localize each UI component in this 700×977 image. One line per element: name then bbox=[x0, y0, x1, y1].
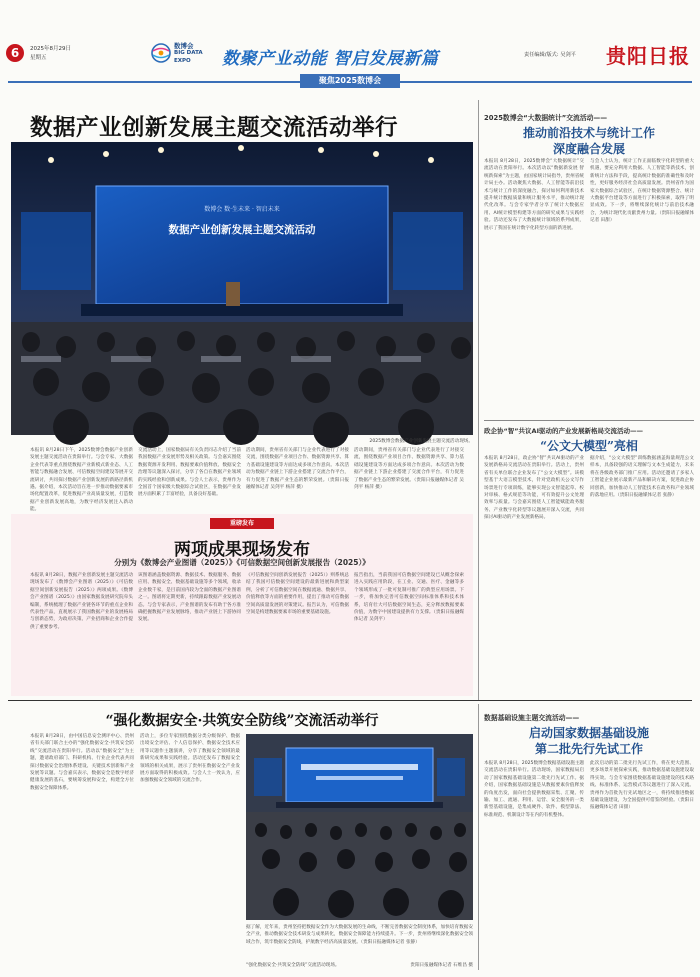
security-headline: “强化数据安全·共筑安全防线”交流活动举行 bbox=[105, 713, 379, 729]
security-body-col1: 本报讯 8月28日，由中国信息安全测评中心、贵州省有关部门联合主办的“强化数据安全·共筑安全防线”交流活动在贵阳举行。活动以“数据安全”为主题，邀请政府部门、科研机构、行业企业代表共同探讨数据安全治理体系建设、关键技术创新和产业发展等议题。与会嘉宾表示，数据安全是数字经济健康发展的基石，要统筹发展和安全，构建全方位数据安全保障体系。 bbox=[30, 734, 134, 791]
lead-photo bbox=[11, 142, 473, 435]
editor-credit: 责任编辑/版式: 吴剑平 bbox=[524, 52, 576, 58]
model-kicker: 政企协“智”共议AI驱动的产业发展新格局交流活动—— bbox=[484, 427, 643, 435]
tools-headline-1: 推动前沿技术与统计工作 bbox=[522, 126, 655, 140]
mid-rule bbox=[8, 700, 692, 701]
page-header bbox=[0, 0, 700, 90]
results-headline: 两项成果现场发布 bbox=[174, 540, 310, 560]
launch-body-col2: 此次启动的第二批先行先试工作，将在更大范围、更多场景开展探索实践，推动数据基础设施建设取得实效。与会专家围绕数据基础设施建设的技术路线、标准体系、运营模式等议题进行了深入交流。贵州作为首批先行先试地区之一，将持续推进数据基础设施建设，为全国提供可借鉴的经验。（贵阳日报融媒体记者 田甜） bbox=[590, 761, 694, 811]
expo-logo bbox=[150, 40, 220, 70]
results-body-col4: 报告指出，当前我国可信数据空间建设已从概念探索进入实践应用阶段，在工业、交通、医疗、金融等多个领域形成了一批可复制可推广的典型应用场景。下一步，将加快完善可信数据空间标准体系和技术体系，培育壮大可信数据空间生态，充分释放数据要素价值，为数字中国建设提供有力支撑。（贵阳日报融媒体记者 吴剑平） bbox=[354, 573, 464, 623]
results-body-col3: 《可信数据空间创新发展报告（2025）》则系统总结了我国可信数据空间建设的最新进展和典型案例，分析了可信数据空间在数据流通、数据共享、价值释放等方面的重要作用，提出了推动可信数据空间高质量发展的对策建议。报告认为，可信数据空间是构建数据要素市场的重要基础设施。 bbox=[246, 573, 349, 616]
launch-body-col1: 本报讯 8月28日，2025数博会数据基础设施主题交流活动在贵阳举行。活动现场，国家数据局启动了国家数据基础设施第二批先行先试工作。据介绍，国家数据基础设施是从数据要素价值释放的角度出发，面向社会提供数据采集、汇聚、传输、加工、流通、利用、运营、安全服务的一类新型基础设施，是集成硬件、软件、模型算法、标准规范、机制设计等在内的有机整体。 bbox=[484, 761, 585, 818]
results-body-col1: 本报讯 8月28日，数据产业创新发展主题交流活动现场发布了《数博会产业图谱（2025）》《可信数据空间创新发展报告（2025）》两项成果。《数博会产业图谱（2025）》由国家数据发展研究院牵头编制，系统梳理了数据产业链各环节的重点企业和代表性产品，直观展示了我国数据产业的发展格局与创新态势，为政府决策、产业招商和企业合作提供了重要参考。 bbox=[30, 573, 133, 630]
security-photo-credit: 贵阳日报融媒体记者 石维昌 摄 bbox=[410, 963, 473, 968]
tools-kicker: 2025数博会“大数据统计”交流活动—— bbox=[484, 114, 608, 122]
model-headline: “公文大模型”亮相 bbox=[540, 439, 638, 453]
header-slogan: 数聚产业动能 智启发展新篇 bbox=[222, 49, 439, 69]
results-tag bbox=[210, 518, 274, 529]
lead-body-col1: 本报讯 8月28日下午，2025数博会数据产业创新发展主题交流活动在贵阳举行。与会专家、大数据企业代表等重点围绕数据产业新模式新业态、人工智能与数据融合发展、可信数据空间建设等展开交流研讨，共同探讨数据产业创新发展的新路径新机遇。据介绍，本次活动旨在进一步推动数据要素市场化配置改革，促进数据产业高质量发展，打造数据产业创新发展高地，为数字经济发展注入新动能。 bbox=[30, 448, 133, 513]
lead-photo-scene bbox=[11, 142, 473, 435]
globe-icon bbox=[150, 42, 172, 64]
issue-weekday: 星期五 bbox=[30, 55, 47, 61]
results-body-col2: 该图谱涵盖数据资源、数据技术、数据服务、数据应用、数据安全、数据基础设施等多个领域，收录企业数千家，是目前国内较为全面的数据产业图谱之一。图谱将定期更新，持续跟踪数据产业发展动态。与会专家表示，产业图谱的发布有助于各方准确把握数据产业发展脉络，推动产业链上下游协同发展。 bbox=[138, 573, 241, 623]
lead-body-col3: 活动期间，贵州省有关部门与企业代表进行了对接交流，围绕数据产业项目合作、数据资源共享、算力基础设施建设等方面达成多项合作意向。本次活动为数据产业链上下游企业搭建了交流合作平台，有力促进了数据产业生态的繁荣发展。（贵阳日报融媒体记者 吴剑平 杨萍 摄） bbox=[246, 448, 349, 491]
expo-logo-en2: EXPO bbox=[174, 58, 191, 64]
model-body-col2: 据介绍，“公文大模型”训练数据涵盖海量规范公文样本，具备较强的语义理解与文本生成能力，未来将在各级政务部门推广应用。活动还邀请了多家人工智能企业展示最新产品和解决方案，促进政企协同创新，加快推动人工智能技术在政务和产业领域的落地应用。（贵阳日报融媒体记者 张静） bbox=[590, 456, 694, 499]
security-photo bbox=[246, 734, 473, 920]
model-body-col1: 本报讯 8月28日，政企协“智”共议AI驱动的产业发展新格局交流活动在贵阳举行。活动上，贵州省有关单位联合企业发布了“公文大模型”。该模型基于大语言模型技术，针对党政机关公文写作场景进行专项训练，能够实现公文智能起草、校对审核、格式规范等功能，可有效提升公文处理效率与质量。与会嘉宾围绕人工智能赋能政务服务、产业数字化转型等议题展开深入交流，共同探讨AI驱动的产业发展新格局。 bbox=[484, 456, 584, 521]
lead-photo-caption: 2025数博会数据产业创新发展主题交流活动现场。 bbox=[369, 439, 473, 444]
stage-screen-title: 数据产业创新发展主题交流活动 bbox=[168, 224, 316, 236]
results-subheadline: 分别为《数博会产业图谱（2025）》《可信数据空间创新发展报告（2025）》 bbox=[114, 558, 370, 567]
column-divider bbox=[478, 100, 479, 700]
tools-headline-2: 深度融合发展 bbox=[552, 142, 625, 156]
launch-kicker: 数据基础设施主题交流活动—— bbox=[484, 714, 580, 722]
stage-screen-kicker: 数博会 数·生未来 · 智启未来 bbox=[204, 206, 280, 213]
launch-headline-2: 第二批先行先试工作 bbox=[534, 742, 643, 756]
security-photo-scene bbox=[246, 734, 473, 920]
tools-body-col2: 与会人士认为，统计工作正面临数字化转型的重大机遇，要充分利用大数据、人工智能等新技术，创新统计方法和手段，提高统计数据的准确性和及时性，更好服务经济社会高质量发展。贵州省作为国家大数据综合试验区，在统计数据资源整合、统计大数据平台建设等方面进行了积极探索，取得了明显成效。下一步，将继续深化统计与前沿技术融合，为统计现代化贡献贵州力量。（贵阳日报融媒体记者 田甜） bbox=[590, 159, 694, 224]
security-photo-caption: “强化数据安全·共筑安全防线”交流活动现场。 bbox=[246, 963, 340, 968]
expo-logo-cn: 数博会 bbox=[174, 42, 194, 50]
results-tag-text: 重磅发布 bbox=[229, 520, 254, 527]
page-number: 6 bbox=[10, 46, 20, 60]
launch-headline-1: 启动国家数据基础设施 bbox=[528, 726, 649, 740]
section-tag bbox=[300, 74, 400, 88]
paper-masthead: 贵阳日报 bbox=[606, 44, 690, 68]
bottom-column-divider bbox=[478, 704, 479, 970]
lead-body-col4: 活动期间，贵州省有关部门与企业代表进行了对接交流，围绕数据产业项目合作、数据资源共享、算力基础设施建设等方面达成多项合作意向。本次活动为数据产业链上下游企业搭建了交流合作平台，有力促进了数据产业生态的繁荣发展。（贵阳日报融媒体记者 吴剑平 杨萍 摄） bbox=[354, 448, 464, 491]
security-body-col3: 据了解，近年来，贵州坚持把数据安全作为大数据发展的生命线，不断完善数据安全制度体系，加快培育数据安全产业，推动数据安全技术研发与成果转化，数据安全保障能力持续提升。下一步，贵州将继续深化数据安全领域合作，筑牢数据安全防线，护航数字经济高质量发展。（贵阳日报融媒体记者 张静） bbox=[246, 925, 473, 945]
lead-headline: 数据产业创新发展主题交流活动举行 bbox=[30, 115, 399, 141]
tools-rule bbox=[484, 420, 694, 421]
lead-body-col2: 交流活动上，国家数据局有关负责同志介绍了当前我国数据产业发展形势及相关政策。与会嘉宾围绕数据资源开发利用、数据要素价值释放、数据安全治理等议题深入探讨，分享了各自在数据产业领域的实践经验和创新成果。与会人士表示，贵州作为全国首个国家级大数据综合试验区，在数据产业发展方面积累了丰富经验，具备良好基础。 bbox=[138, 448, 241, 498]
page-number-badge bbox=[6, 44, 24, 62]
tools-body-col1: 本报讯 8月28日，2025数博会“大数据统计”交流活动在贵阳举行。本次活动以“数据新发展 智统新探索”为主题，由国家统计局指导，贵州省统计局主办。活动聚焦大数据、人工智能等前沿技术与统计工作的深度融合，探讨如何利用新技术提升统计数据质量和统计服务水平，推动统计现代化改革。与会专家学者分享了统计大数据应用、AI统计模型构建等方面的研究成果与实践经验。活动还发布了大数据统计领域的系列成果，展示了我国在统计数字化转型方面的新进展。 bbox=[484, 159, 584, 231]
expo-logo-en1: BIG DATA bbox=[174, 50, 203, 56]
issue-date: 2025年8月29日 bbox=[30, 46, 71, 52]
security-body-col2: 活动上，多位专家围绕数据分类分级保护、数据出境安全评估、个人信息保护、数据安全技术应用等议题作主题演讲，分享了数据安全领域的最新研究成果和实践经验。活动还发布了数据安全领域的相关成果，展示了贵州在数据安全产业发展方面取得的积极成效。与会人士一致认为，应加强数据安全领域的交流合作。 bbox=[140, 734, 240, 784]
section-tag-text: 聚焦2025数博会 bbox=[318, 76, 382, 85]
